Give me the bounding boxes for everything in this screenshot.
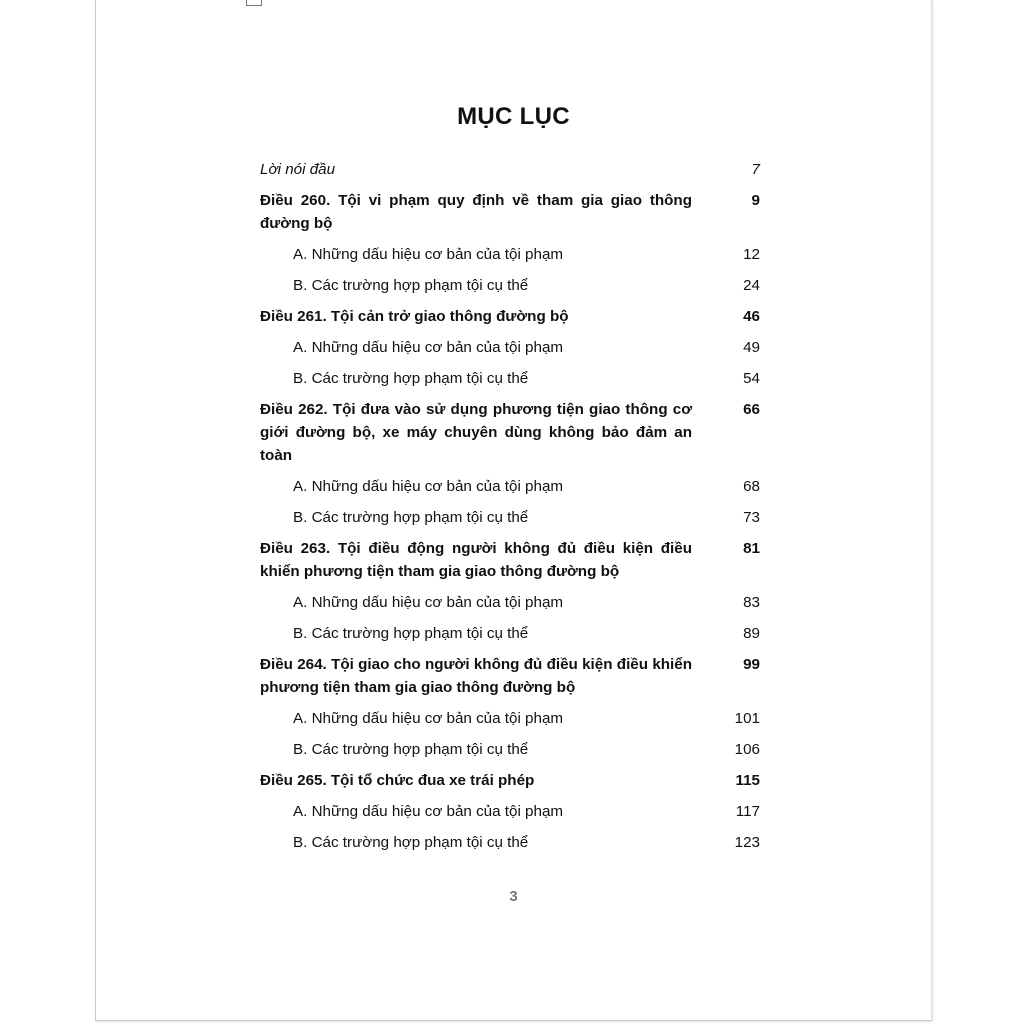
toc-entry-sub[interactable] <box>260 707 760 730</box>
document-page <box>95 0 932 1021</box>
toc-entry-text: A. Những dấu hiệu cơ bản của tội phạm <box>293 339 564 356</box>
toc-entry-article-264[interactable] <box>260 653 760 699</box>
toc-entry-page: 117 <box>735 803 760 820</box>
toc-entry-sub[interactable] <box>260 738 760 761</box>
toc-entry-sub[interactable] <box>260 336 760 359</box>
toc-entry-page: 73 <box>743 509 760 526</box>
toc-entry-page: 81 <box>743 540 760 557</box>
toc-entry-text: B. Các trường hợp phạm tội cụ thể <box>293 509 529 526</box>
page-number: 3 <box>509 888 518 905</box>
toc-entry-page: 123 <box>734 834 760 851</box>
toc-entry-sub[interactable] <box>260 831 760 854</box>
toc-entry-page: 54 <box>743 370 760 387</box>
page-title: MỤC LỤC <box>457 103 570 130</box>
toc-entry-page: 49 <box>743 339 760 356</box>
toc-entry-text: A. Những dấu hiệu cơ bản của tội phạm <box>293 710 564 727</box>
toc-entry-article-262[interactable] <box>260 398 760 467</box>
toc-entry-text: B. Các trường hợp phạm tội cụ thể <box>293 277 529 294</box>
toc-entry-page: 83 <box>743 594 760 611</box>
toc-entry-article-260[interactable] <box>260 189 760 235</box>
toc-entry-sub[interactable] <box>260 506 760 529</box>
toc-entry-text: B. Các trường hợp phạm tội cụ thể <box>293 625 529 642</box>
toc-entry-page: 106 <box>734 741 760 758</box>
toc-entry-page: 89 <box>743 625 760 642</box>
toc-entry-sub[interactable] <box>260 274 760 297</box>
toc-entry-text: Điều 263. Tội điều động người không đủ điều kiện điều khiển phương tiện tham gia giao thông đường bộ <box>260 540 692 580</box>
toc-entry-text: A. Những dấu hiệu cơ bản của tội phạm <box>293 478 564 495</box>
toc-entry-text: Điều 262. Tội đưa vào sử dụng phương tiện giao thông cơ giới đường bộ, xe máy chuyên dùng không bảo đảm an toàn <box>260 401 692 464</box>
toc-entry-sub[interactable] <box>260 622 760 645</box>
toc-entry-page: 7 <box>751 161 760 178</box>
toc-entry-page: 101 <box>734 710 760 727</box>
toc-entry-text: Điều 265. Tội tổ chức đua xe trái phép <box>260 772 535 789</box>
toc-entry-text: B. Các trường hợp phạm tội cụ thể <box>293 834 529 851</box>
toc-entry-text: A. Những dấu hiệu cơ bản của tội phạm <box>293 246 564 263</box>
toc-entry-intro[interactable] <box>260 158 760 181</box>
toc-entry-sub[interactable] <box>260 800 760 823</box>
toc-entry-text: Điều 260. Tội vi phạm quy định về tham gia giao thông đường bộ <box>260 192 692 232</box>
toc-entry-sub[interactable] <box>260 243 760 266</box>
toc-entry-article-263[interactable] <box>260 537 760 583</box>
toc-entry-text: A. Những dấu hiệu cơ bản của tội phạm <box>293 594 564 611</box>
toc-entry-sub[interactable] <box>260 475 760 498</box>
toc-entry-text: B. Các trường hợp phạm tội cụ thể <box>293 741 529 758</box>
toc-entry-page: 99 <box>743 656 760 673</box>
toc-entry-page: 12 <box>743 246 760 263</box>
toc-entry-text: Điều 264. Tội giao cho người không đủ điều kiện điều khiển phương tiện tham gia giao thông đường bộ <box>260 656 692 696</box>
table-of-contents <box>260 158 760 862</box>
toc-entry-article-261[interactable] <box>260 305 760 328</box>
toc-entry-page: 9 <box>751 192 760 209</box>
toc-entry-page: 115 <box>735 772 760 789</box>
toc-entry-text: A. Những dấu hiệu cơ bản của tội phạm <box>293 803 564 820</box>
toc-entry-page: 68 <box>743 478 760 495</box>
toc-entry-page: 66 <box>743 401 760 418</box>
toc-entry-text: Lời nói đầu <box>260 161 336 178</box>
toc-entry-article-265[interactable] <box>260 769 760 792</box>
page-corner-marker <box>246 0 262 6</box>
toc-entry-page: 24 <box>743 277 760 294</box>
toc-entry-text: Điều 261. Tội cản trở giao thông đường bộ <box>260 308 569 325</box>
toc-entry-page: 46 <box>743 308 760 325</box>
toc-entry-sub[interactable] <box>260 591 760 614</box>
toc-entry-sub[interactable] <box>260 367 760 390</box>
toc-entry-text: B. Các trường hợp phạm tội cụ thể <box>293 370 529 387</box>
